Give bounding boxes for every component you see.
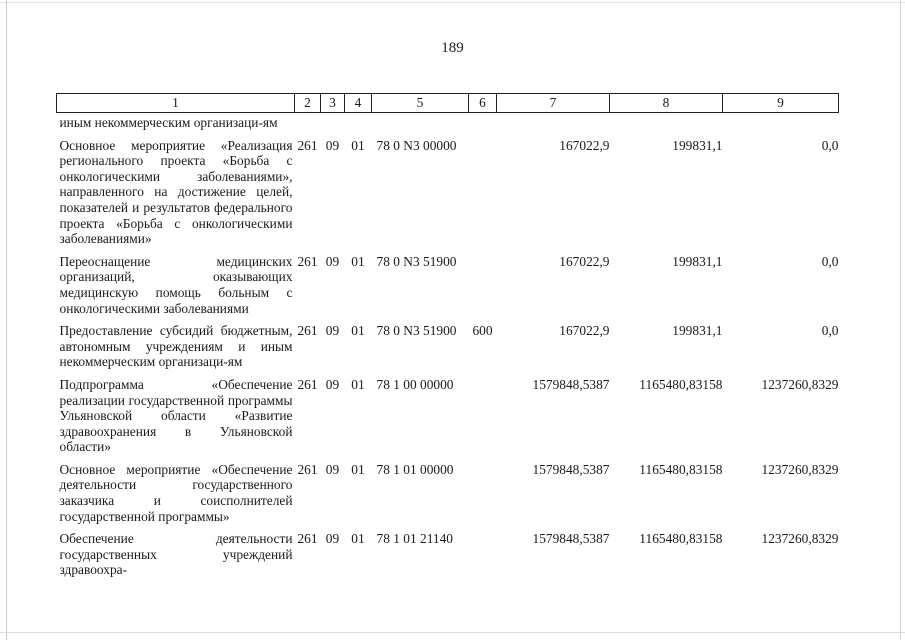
row-amount-3: 0,0: [821, 323, 839, 339]
header-col-6: 6: [469, 94, 497, 113]
row-amount-2: 1165480,83158: [639, 461, 723, 477]
row-amount-1: 1579848,5387: [532, 461, 610, 477]
page-edge-right: [900, 0, 901, 640]
row-amount-2: 1165480,83158: [639, 376, 723, 392]
budget-table: [56, 93, 839, 578]
row-target-article: 78 0 N3 51900: [376, 253, 457, 269]
table-row: [57, 524, 839, 578]
row-amount-2: 199831,1: [672, 323, 723, 339]
row-expense-type: [469, 370, 497, 455]
row-amount-1: [497, 113, 610, 131]
table-row: [57, 113, 839, 131]
row-amount-3: [723, 113, 839, 131]
header-col-8: 8: [610, 94, 723, 113]
row-subsection: 01: [351, 253, 365, 269]
row-ministry: 261: [297, 461, 318, 477]
row-expense-type: [469, 113, 497, 131]
table-body: [57, 113, 839, 579]
row-target-article: 78 0 N3 51900: [376, 323, 457, 339]
row-amount-1: 1579848,5387: [532, 531, 610, 547]
table-header: [57, 94, 839, 113]
row-section: 09: [325, 376, 340, 392]
row-ministry: 261: [297, 253, 318, 269]
table-row: [57, 316, 839, 370]
row-section: 09: [325, 323, 340, 339]
page-edge-left: [6, 0, 7, 640]
header-col-1: 1: [57, 94, 295, 113]
row-amount-2: 199831,1: [672, 253, 723, 269]
row-amount-3: 0,0: [821, 253, 839, 269]
page-edge-top: [0, 2, 905, 3]
header-row: [57, 94, 839, 113]
row-target-article: 78 1 01 21140: [376, 531, 453, 547]
row-ministry: 261: [297, 531, 318, 547]
row-ministry: 261: [297, 137, 318, 153]
row-amount-3: 1237260,8329: [761, 461, 839, 477]
header-col-9: 9: [723, 94, 839, 113]
row-target-article: 78 0 N3 00000: [376, 137, 457, 153]
row-amount-1: 167022,9: [559, 137, 610, 153]
row-subsection: [345, 113, 372, 131]
header-col-3: 3: [321, 94, 345, 113]
row-amount-1: 167022,9: [559, 253, 610, 269]
row-subsection: 01: [351, 461, 365, 477]
row-ministry: 261: [297, 376, 318, 392]
row-amount-2: [610, 113, 723, 131]
table-row: [57, 370, 839, 455]
header-col-2: 2: [295, 94, 321, 113]
row-target-article: 78 1 00 00000: [376, 376, 454, 392]
row-expense-type: 600: [472, 323, 493, 339]
row-expense-type: [469, 131, 497, 247]
page-edge-bottom: [0, 632, 905, 633]
row-target-article: 78 1 01 00000: [376, 461, 454, 477]
row-name: Предоставление субсидий бюджетным, автономным учреждениям и иным некоммерческим организаци-ям: [59, 323, 293, 370]
header-col-4: 4: [345, 94, 372, 113]
row-subsection: 01: [351, 531, 365, 547]
page-number: 189: [441, 40, 464, 56]
row-expense-type: [469, 247, 497, 316]
row-name: Подпрограмма «Обеспечение реализации государственной программы Ульяновской области «Развитие здравоохранения в Ульяновской области»: [59, 376, 293, 455]
header-col-5: 5: [372, 94, 469, 113]
row-amount-3: 0,0: [821, 137, 839, 153]
table-row: [57, 247, 839, 316]
row-amount-1: 1579848,5387: [532, 376, 610, 392]
row-name: иным некоммерческим организаци-ям: [59, 115, 278, 130]
row-amount-3: 1237260,8329: [761, 531, 839, 547]
row-amount-3: 1237260,8329: [761, 376, 839, 392]
row-ministry: [295, 113, 321, 131]
row-subsection: 01: [351, 137, 365, 153]
row-expense-type: [469, 524, 497, 578]
row-section: 09: [325, 137, 340, 153]
row-name: Основное мероприятие «Реализация регионального проекта «Борьба с онкологическими заболеваниями», направленного на достижение целей, показателей и результатов федерального проекта «Борьба с онкологическими заболеваниями»: [59, 137, 293, 247]
header-col-7: 7: [497, 94, 610, 113]
row-amount-1: 167022,9: [559, 323, 610, 339]
row-amount-2: 1165480,83158: [639, 531, 723, 547]
table-row: [57, 455, 839, 524]
row-section: 09: [325, 461, 340, 477]
row-subsection: 01: [351, 323, 365, 339]
row-section: [321, 113, 345, 131]
row-amount-2: 199831,1: [672, 137, 723, 153]
row-name: Основное мероприятие «Обеспечение деятельности государственного заказчика и соисполнителей государственной программы»: [59, 461, 293, 524]
row-name: Обеспечение деятельности государственных учреждений здравоохра-: [59, 531, 293, 578]
row-expense-type: [469, 455, 497, 524]
table-row: [57, 131, 839, 247]
row-ministry: 261: [297, 323, 318, 339]
row-section: 09: [325, 253, 340, 269]
row-name: Переоснащение медицинских организаций, оказывающих медицинскую помощь больным с онкологическими заболеваниями: [59, 253, 293, 316]
row-section: 09: [325, 531, 340, 547]
row-subsection: 01: [351, 376, 365, 392]
row-target-article: [372, 113, 469, 131]
